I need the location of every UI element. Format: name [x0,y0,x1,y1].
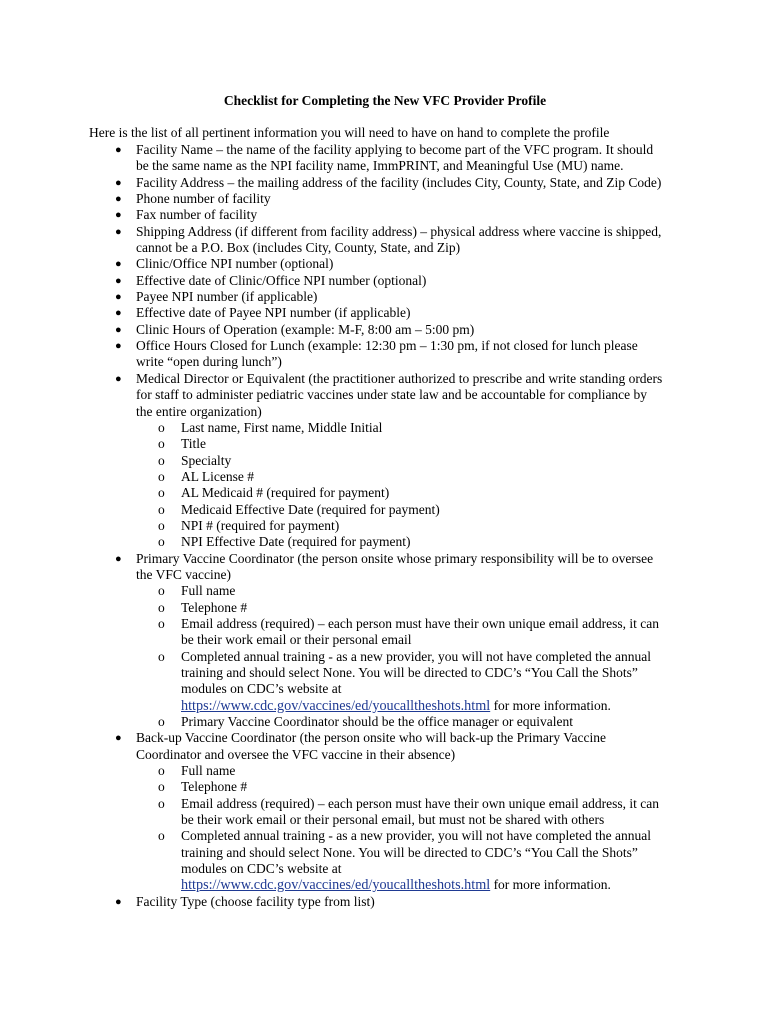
sub-bullet-icon: o [158,517,165,533]
list-item-fax [0,207,770,223]
sub-list-item-text: NPI # (required for payment) [181,517,340,533]
list-item-text: Facility Type (choose facility type from list) [136,893,375,909]
list-item-text: cannot be a P.O. Box (includes City, County, State, and Zip) [136,240,461,256]
bullet-icon: ● [115,193,122,206]
checklist [0,142,770,910]
list-item-text: be the same name as the NPI facility name, ImmPRINT, and Meaningful Use (MU) name. [136,158,624,174]
backup-coordinator-sublist [136,763,710,894]
bullet-icon: ● [115,144,122,156]
sub-list-item-text: Email address (required) – each person must have their own unique email address, it can [181,795,659,811]
sub-bullet-icon: o [158,795,165,811]
primary-coordinator-sublist [136,583,710,730]
sub-list-item [136,714,710,730]
sub-list-item [136,453,710,469]
list-item-facility-address [0,175,770,191]
list-item-text: Fax number of facility [136,207,258,223]
sub-list-item [136,828,710,893]
list-item-facility-name [0,142,770,175]
bullet-icon: ● [115,372,122,385]
sub-list-item-text: training and should select None. You will be directed to CDC’s “You Call the Shots” [181,844,638,860]
list-item-clinic-npi-date [0,273,770,289]
sub-list-item [136,436,710,452]
bullet-icon: ● [115,307,122,320]
sub-list-item [136,420,710,436]
sub-list-item [136,469,710,485]
list-item-text: Back-up Vaccine Coordinator (the person onsite who will back-up the Primary Vaccine [136,730,606,746]
list-item-clinic-npi [0,256,770,272]
sub-bullet-icon: o [158,615,165,631]
sub-bullet-icon: o [158,763,165,779]
sub-bullet-icon: o [158,714,165,730]
sub-list-item-text: Telephone # [181,599,248,615]
sub-list-item-text: Specialty [181,452,232,468]
sub-bullet-icon: o [158,468,165,484]
sub-list-item-text: be their work email or their personal email [181,632,412,648]
list-item-text: Clinic Hours of Operation (example: M-F, 8:00 am – 5:00 pm) [136,321,475,337]
list-item-text: Payee NPI number (if applicable) [136,289,318,305]
sub-list-item-text: Telephone # [181,779,248,795]
list-item-lunch-hours [0,338,770,371]
list-item-text: Facility Address – the mailing address of the facility (includes City, County, State, and Zip Code) [136,174,662,190]
bullet-icon: ● [115,274,122,287]
you-call-the-shots-link[interactable]: https://www.cdc.gov/vaccines/ed/youcalltheshots.html [181,697,491,714]
list-item-medical-director [0,371,770,551]
list-item-text: the VFC vaccine) [136,566,231,582]
sub-bullet-icon: o [158,501,165,517]
sub-list-item-text: AL License # [181,468,254,484]
sub-bullet-icon: o [158,485,165,501]
sub-bullet-icon: o [158,436,165,452]
list-item-text: Coordinator and oversee the VFC vaccine in their absence) [136,746,456,762]
sub-list-item-text: Full name [181,763,236,779]
bullet-icon: ● [115,258,122,271]
bullet-icon: ● [115,176,122,189]
list-item-text: the entire organization) [136,403,262,419]
sub-bullet-icon: o [158,534,165,550]
sub-list-item-text: NPI Effective Date (required for payment) [181,534,411,550]
sub-list-item [136,796,710,829]
list-item-text: for staff to administer pediatric vaccines under state law and be accountable for compliance by [136,387,648,403]
list-item-primary-coordinator [0,551,770,731]
list-item-text: Effective date of Payee NPI number (if applicable) [136,305,411,321]
sub-list-item [136,763,710,779]
intro-text: Here is the list of all pertinent information you will need to have on hand to complete the profile [89,125,610,140]
bullet-icon: ● [115,225,122,238]
sub-list-item-text: Completed annual training - as a new provider, you will not have completed the annual [181,648,651,664]
sub-list-item-text: training and should select None. You will be directed to CDC’s “You Call the Shots” [181,665,638,680]
sub-list-item [136,616,710,649]
sub-bullet-icon: o [158,828,165,844]
sub-list-item [136,502,710,518]
sub-list-item-text: Last name, First name, Middle Initial [181,419,383,435]
sub-bullet-icon: o [158,779,165,795]
sub-list-item [136,649,710,714]
sub-list-item-text: Medicaid Effective Date (required for payment) [181,501,440,517]
sub-list-item [136,600,710,616]
sub-bullet-icon: o [158,452,165,468]
bullet-icon: ● [115,340,122,353]
sub-list-item [136,534,710,550]
link-suffix-text: for more information. [490,697,611,713]
sub-bullet-icon: o [158,583,165,599]
list-item-text: Office Hours Closed for Lunch (example: 12:30 pm – 1:30 pm, if not closed for lunch please [136,338,638,354]
sub-bullet-icon: o [158,419,165,435]
link-line [181,698,710,714]
bullet-icon: ● [115,552,122,565]
you-call-the-shots-link[interactable]: https://www.cdc.gov/vaccines/ed/youcalltheshots.html [181,877,491,894]
list-item-text: Effective date of Clinic/Office NPI number (optional) [136,272,427,288]
sub-list-item [136,583,710,599]
list-item-backup-coordinator [0,730,770,893]
list-item-text: Shipping Address (if different from facility address) – physical address where vaccine is shipped, [136,223,662,239]
bullet-icon: ● [115,895,122,908]
list-item-shipping-address [0,224,770,257]
list-item-phone [0,191,770,207]
list-item-text: Clinic/Office NPI number (optional) [136,256,334,272]
bullet-icon: ● [115,291,122,304]
list-item-text: Facility Name – the name of the facility applying to become part of the VFC program. It should [136,142,654,157]
bullet-icon: ● [115,732,122,745]
list-item-text: write “open during lunch”) [136,354,282,370]
sub-list-item-text: AL Medicaid # (required for payment) [181,485,390,501]
sub-list-item-text: Completed annual training - as a new provider, you will not have completed the annual [181,828,651,844]
link-line [181,877,710,893]
list-item-payee-npi-date [0,305,770,321]
sub-list-item-text: Primary Vaccine Coordinator should be the office manager or equivalent [181,714,574,730]
list-item-text: Phone number of facility [136,191,271,207]
sub-list-item-text: modules on CDC’s website at [181,861,342,877]
page-title: Checklist for Completing the New VFC Provider Profile [223,93,547,108]
sub-list-item [136,779,710,795]
sub-list-item-text: Email address (required) – each person must have their own unique email address, it can [181,615,659,631]
list-item-text: Primary Vaccine Coordinator (the person onsite whose primary responsibility will be to oversee [136,550,654,566]
list-item-payee-npi [0,289,770,305]
medical-director-sublist [136,420,710,551]
bullet-icon: ● [115,209,122,222]
list-item-clinic-hours [0,322,770,338]
sub-list-item-text: modules on CDC’s website at [181,681,342,697]
list-item-facility-type [0,894,770,910]
list-item-text: Medical Director or Equivalent (the practitioner authorized to prescribe and write standing orders [136,370,663,386]
sub-list-item-text: Title [181,436,207,452]
sub-bullet-icon: o [158,599,165,615]
link-suffix-text: for more information. [490,877,611,893]
sub-list-item-text: be their work email or their personal email, but must not be shared with others [181,812,605,828]
sub-list-item-text: Full name [181,583,236,599]
sub-list-item [136,518,710,534]
bullet-icon: ● [115,323,122,336]
sub-bullet-icon: o [158,648,165,664]
sub-list-item [136,485,710,501]
